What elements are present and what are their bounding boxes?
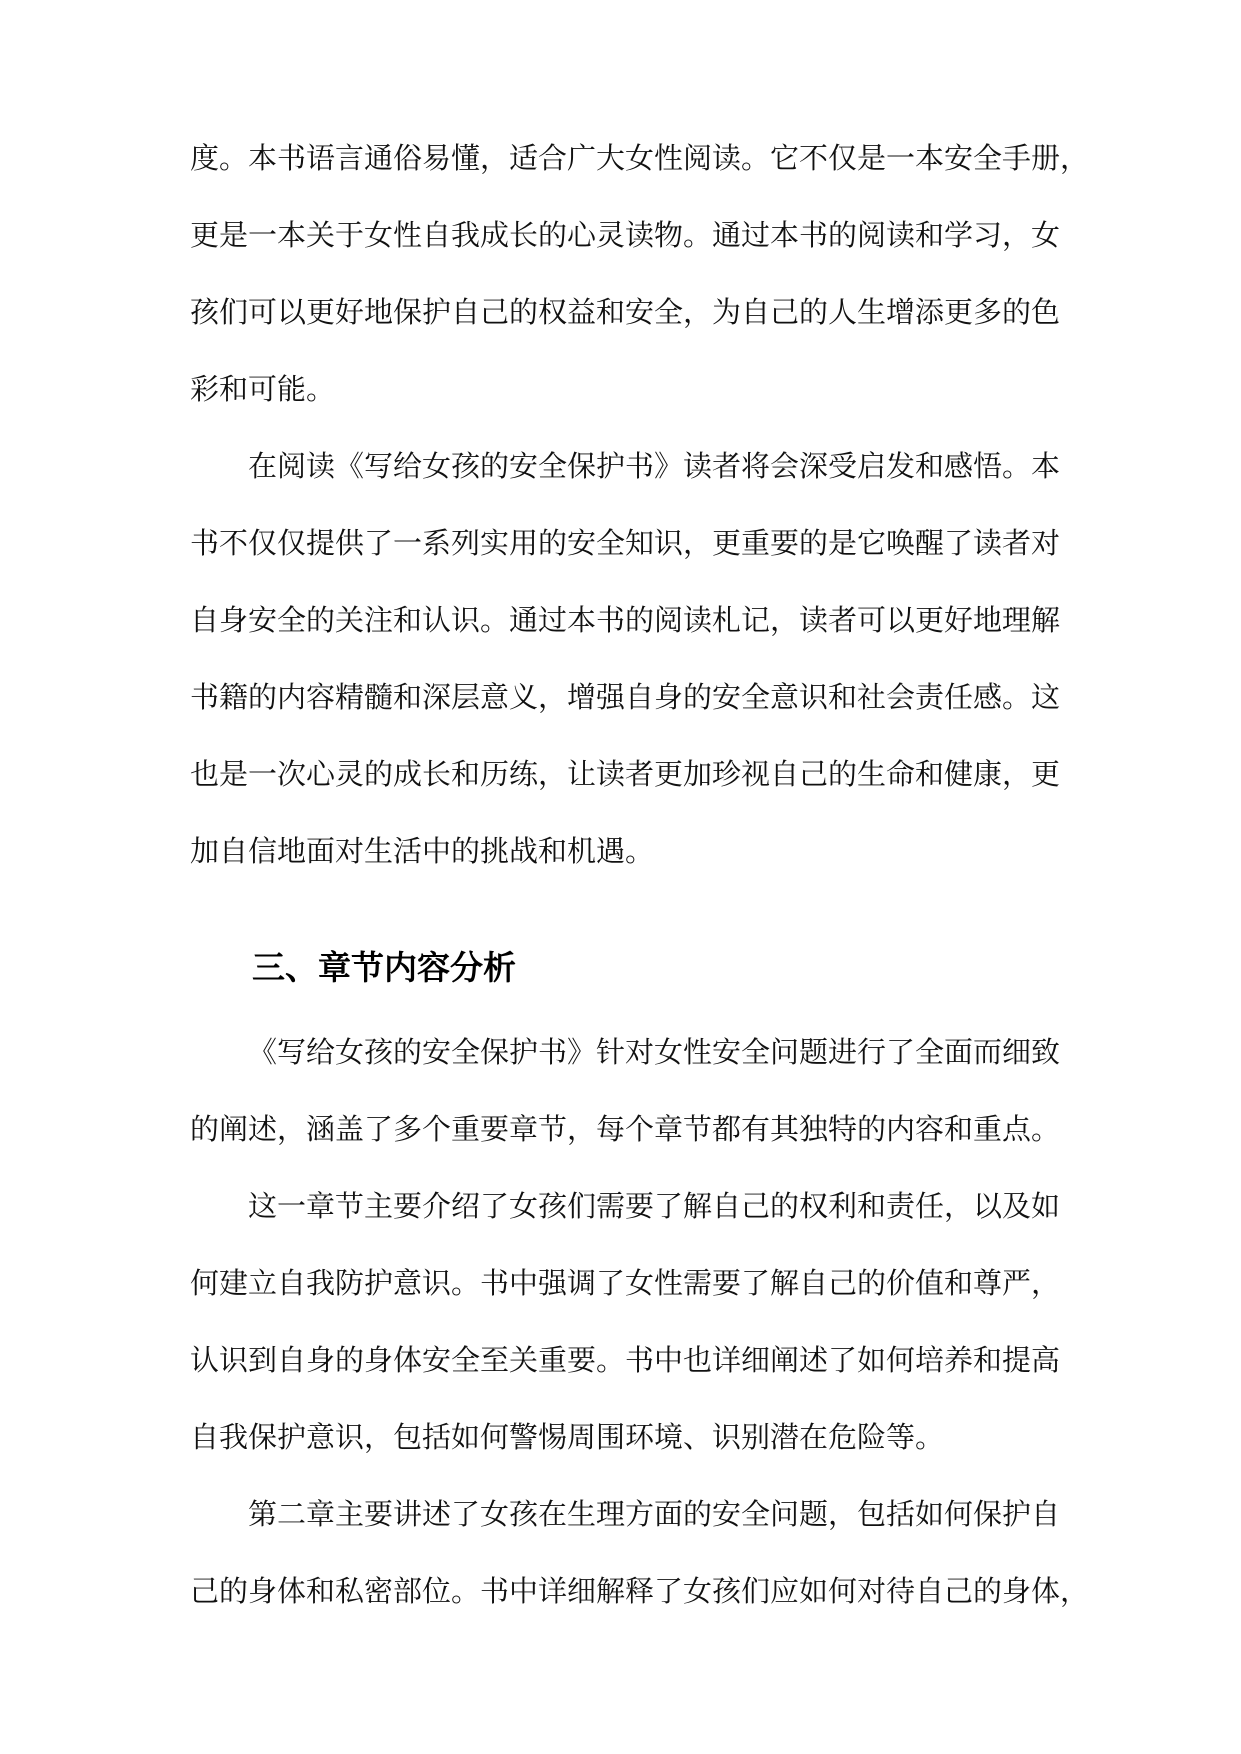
paragraph-line: 自我保护意识，包括如何警惕周围环境、识别潜在危险等。	[190, 1420, 945, 1454]
section-heading: 三、章节内容分析	[252, 948, 516, 987]
paragraph-line: 认识到自身的身体安全至关重要。书中也详细阐述了如何培养和提高	[190, 1343, 1061, 1377]
paragraph-line: 的阐述，涵盖了多个重要章节，每个章节都有其独特的内容和重点。	[190, 1112, 1061, 1146]
paragraph-line: 这一章节主要介绍了女孩们需要了解自己的权利和责任，以及如	[248, 1189, 1061, 1223]
paragraph-line: 自身安全的关注和认识。通过本书的阅读札记，读者可以更好地理解	[190, 603, 1061, 637]
paragraph-line: 书籍的内容精髓和深层意义，增强自身的安全意识和社会责任感。这	[190, 680, 1061, 714]
paragraph-line: 在阅读《写给女孩的安全保护书》读者将会深受启发和感悟。本	[248, 449, 1061, 483]
paragraph-line: 更是一本关于女性自我成长的心灵读物。通过本书的阅读和学习，女	[190, 218, 1061, 252]
paragraph-line: 加自信地面对生活中的挑战和机遇。	[190, 834, 655, 868]
paragraph-line: 己的身体和私密部位。书中详细解释了女孩们应如何对待自己的身体，	[190, 1574, 1090, 1608]
paragraph-line: 彩和可能。	[190, 372, 336, 406]
paragraph-line: 第二章主要讲述了女孩在生理方面的安全问题，包括如何保护自	[248, 1497, 1061, 1531]
paragraph-line: 《写给女孩的安全保护书》针对女性安全问题进行了全面而细致	[248, 1035, 1061, 1069]
paragraph-line: 也是一次心灵的成长和历练，让读者更加珍视自己的生命和健康，更	[190, 757, 1061, 791]
paragraph-line: 何建立自我防护意识。书中强调了女性需要了解自己的价值和尊严，	[190, 1266, 1061, 1300]
paragraph-line: 孩们可以更好地保护自己的权益和安全，为自己的人生增添更多的色	[190, 295, 1061, 329]
paragraph-line: 度。本书语言通俗易懂，适合广大女性阅读。它不仅是一本安全手册，	[190, 141, 1090, 175]
paragraph-line: 书不仅仅提供了一系列实用的安全知识，更重要的是它唤醒了读者对	[190, 526, 1061, 560]
